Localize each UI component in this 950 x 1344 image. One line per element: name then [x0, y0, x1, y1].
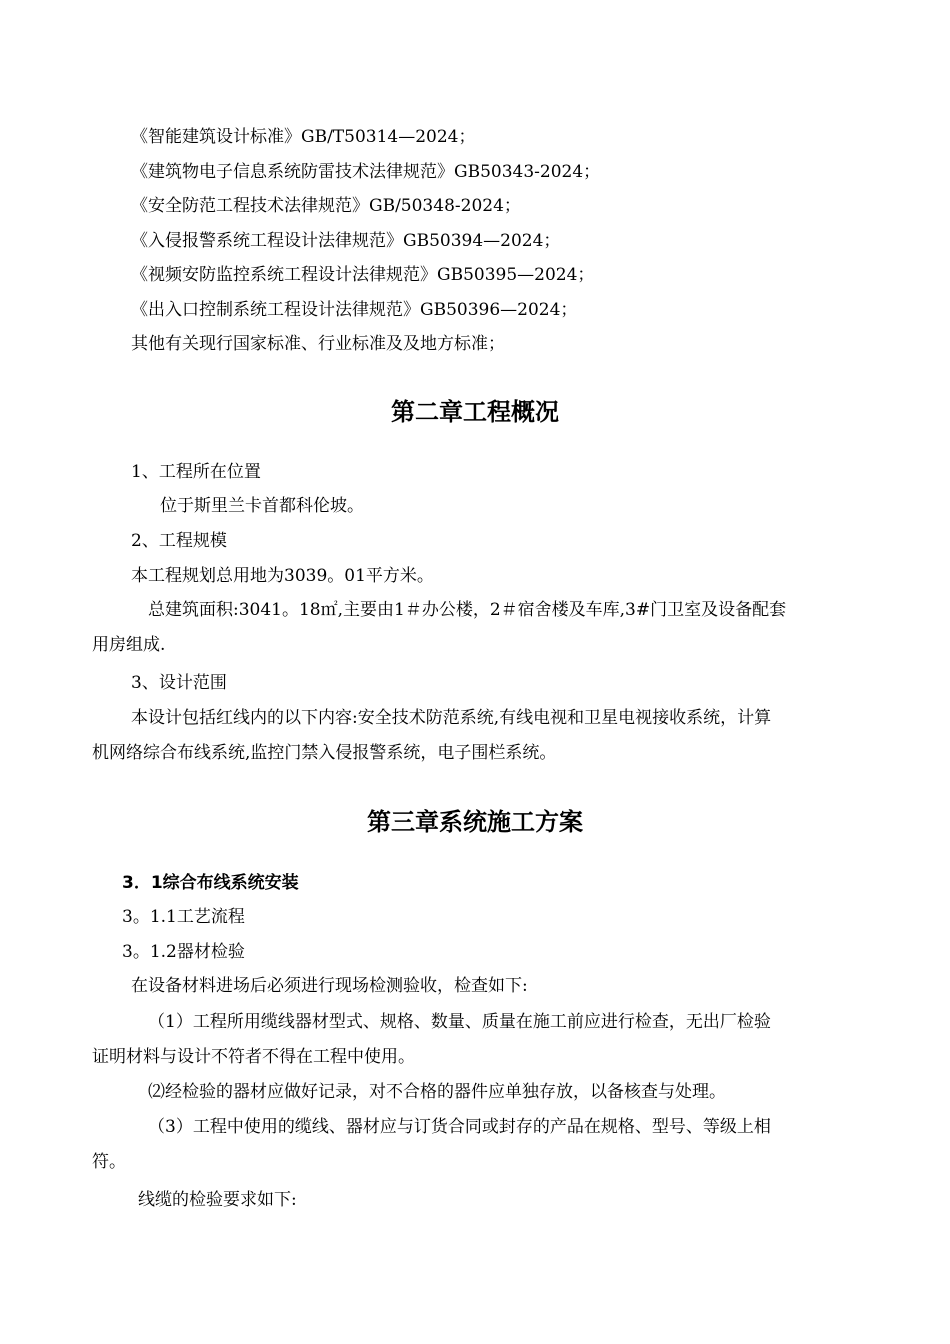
- paragraph: 证明材料与设计不符者不得在工程中使用。: [92, 1047, 415, 1067]
- paragraph: （1）工程所用缆线器材型式、规格、数量、质量在施工前应进行检查，无出厂检验: [148, 1012, 771, 1032]
- item-2-title: 2、工程规模: [131, 531, 227, 551]
- reference-line: 《建筑物电子信息系统防雷技术法律规范》GB50343-2024；: [131, 162, 601, 182]
- item-2-text: 本工程规划总用地为3039。01平方米。: [131, 566, 434, 586]
- item-1-title: 1、工程所在位置: [131, 462, 261, 482]
- chapter-3-title: 第三章系统施工方案: [367, 808, 583, 836]
- reference-line: 《出入口控制系统工程设计法律规范》GB50396—2024；: [131, 300, 578, 320]
- item-3-text: 本设计包括红线内的以下内容:安全技术防范系统,有线电视和卫星电视接收系统，计算: [131, 708, 772, 728]
- paragraph: ⑵经检验的器材应做好记录，对不合格的器件应单独存放，以备核查与处理。: [148, 1082, 726, 1102]
- item-3-title: 3、设计范围: [131, 673, 227, 693]
- reference-line: 其他有关现行国家标准、行业标准及及地方标准；: [131, 334, 505, 354]
- item-2-text: 总建筑面积:3041。18㎡,主要由1＃办公楼，2＃宿舍楼及车库,3#门卫室及设备配套: [148, 600, 787, 620]
- item-1-text: 位于斯里兰卡首都科伦坡。: [160, 496, 364, 516]
- paragraph: 线缆的检验要求如下:: [138, 1190, 297, 1210]
- item-3-text: 机网络综合布线系统,监控门禁入侵报警系统，电子围栏系统。: [92, 743, 557, 763]
- reference-line: 《智能建筑设计标准》GB/T50314—2024；: [131, 127, 476, 147]
- subsection-title: 3。1.1工艺流程: [122, 907, 245, 927]
- reference-line: 《入侵报警系统工程设计法律规范》GB50394—2024；: [131, 231, 561, 251]
- paragraph: （3）工程中使用的缆线、器材应与订货合同或封存的产品在规格、型号、等级上相: [148, 1117, 771, 1137]
- paragraph: 符。: [92, 1152, 126, 1172]
- item-2-text: 用房组成.: [92, 635, 166, 655]
- section-3-1-title: 3．1综合布线系统安装: [122, 873, 299, 893]
- chapter-2-title: 第二章工程概况: [391, 398, 559, 426]
- reference-line: 《视频安防监控系统工程设计法律规范》GB50395—2024；: [131, 265, 595, 285]
- reference-line: 《安全防范工程技术法律规范》GB/50348-2024；: [131, 196, 521, 216]
- paragraph: 在设备材料进场后必须进行现场检测验收，检查如下:: [131, 976, 528, 996]
- subsection-title: 3。1.2器材检验: [122, 942, 245, 962]
